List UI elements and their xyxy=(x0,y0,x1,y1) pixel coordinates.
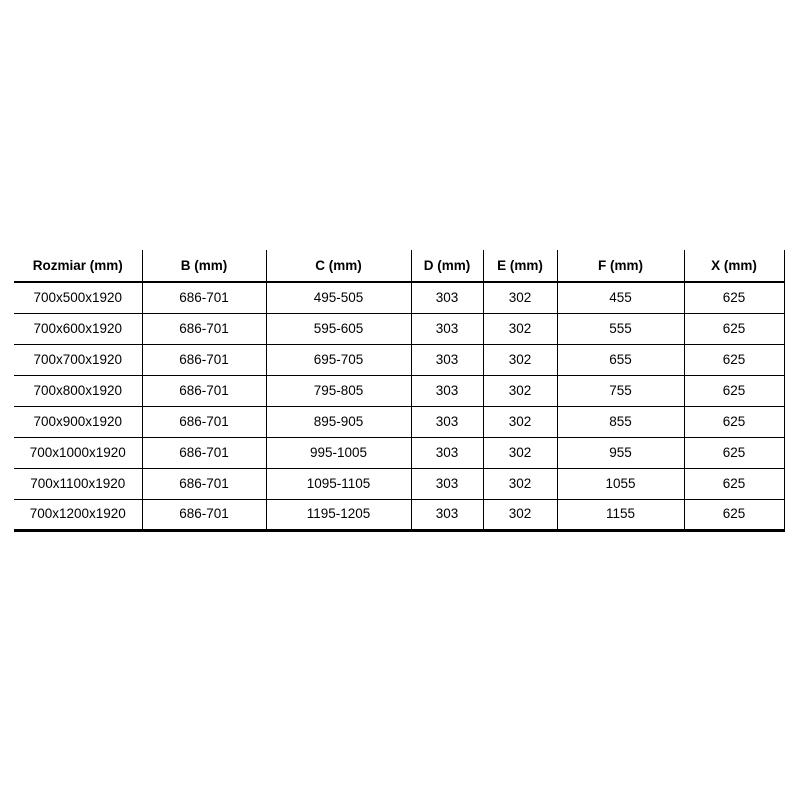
table-cell: 1155 xyxy=(557,499,684,530)
table-cell: 303 xyxy=(411,468,483,499)
table-cell: 700x600x1920 xyxy=(14,313,142,344)
table-cell: 895-905 xyxy=(266,406,411,437)
table-cell: 303 xyxy=(411,344,483,375)
table-cell: 303 xyxy=(411,375,483,406)
table-cell: 625 xyxy=(684,375,784,406)
table-cell: 303 xyxy=(411,313,483,344)
table-row xyxy=(14,313,784,344)
table-cell: 303 xyxy=(411,499,483,530)
table-cell: 1055 xyxy=(557,468,684,499)
table-cell: 303 xyxy=(411,437,483,468)
table-cell: 995-1005 xyxy=(266,437,411,468)
table-cell: 955 xyxy=(557,437,684,468)
table-cell: 625 xyxy=(684,406,784,437)
table-cell: 495-505 xyxy=(266,282,411,313)
table-cell: 686-701 xyxy=(142,499,266,530)
table-cell: 455 xyxy=(557,282,684,313)
table-cell: 302 xyxy=(483,406,557,437)
table-cell: 686-701 xyxy=(142,468,266,499)
table-cell: 302 xyxy=(483,344,557,375)
column-header: Rozmiar (mm) xyxy=(14,250,142,282)
table-cell: 700x900x1920 xyxy=(14,406,142,437)
table-cell: 700x700x1920 xyxy=(14,344,142,375)
table-cell: 700x1200x1920 xyxy=(14,499,142,530)
table-cell: 302 xyxy=(483,375,557,406)
table-cell: 1195-1205 xyxy=(266,499,411,530)
table-cell: 555 xyxy=(557,313,684,344)
table-cell: 302 xyxy=(483,313,557,344)
table-cell: 700x500x1920 xyxy=(14,282,142,313)
table-body xyxy=(14,282,784,530)
table-cell: 795-805 xyxy=(266,375,411,406)
table-cell: 755 xyxy=(557,375,684,406)
table-cell: 625 xyxy=(684,437,784,468)
table-cell: 625 xyxy=(684,282,784,313)
table-cell: 700x1000x1920 xyxy=(14,437,142,468)
table-cell: 655 xyxy=(557,344,684,375)
table-row xyxy=(14,282,784,313)
table-cell: 700x1100x1920 xyxy=(14,468,142,499)
column-header: E (mm) xyxy=(483,250,557,282)
table-cell: 625 xyxy=(684,313,784,344)
column-header: F (mm) xyxy=(557,250,684,282)
table-cell: 686-701 xyxy=(142,375,266,406)
header-row xyxy=(14,250,784,282)
dimensions-table xyxy=(14,250,785,532)
table-cell: 303 xyxy=(411,406,483,437)
column-header: D (mm) xyxy=(411,250,483,282)
table-row xyxy=(14,468,784,499)
table-cell: 302 xyxy=(483,282,557,313)
table-cell: 855 xyxy=(557,406,684,437)
table-cell: 595-605 xyxy=(266,313,411,344)
table-row xyxy=(14,406,784,437)
table-cell: 625 xyxy=(684,468,784,499)
table-cell: 700x800x1920 xyxy=(14,375,142,406)
table-cell: 686-701 xyxy=(142,344,266,375)
table-row xyxy=(14,344,784,375)
table-row xyxy=(14,437,784,468)
table-cell: 686-701 xyxy=(142,313,266,344)
table-cell: 686-701 xyxy=(142,406,266,437)
column-header: B (mm) xyxy=(142,250,266,282)
table-header xyxy=(14,250,784,282)
table-cell: 686-701 xyxy=(142,282,266,313)
column-header: X (mm) xyxy=(684,250,784,282)
table-cell: 695-705 xyxy=(266,344,411,375)
table-cell: 1095-1105 xyxy=(266,468,411,499)
table-cell: 686-701 xyxy=(142,437,266,468)
column-header: C (mm) xyxy=(266,250,411,282)
table-cell: 625 xyxy=(684,344,784,375)
table-cell: 302 xyxy=(483,499,557,530)
table-cell: 302 xyxy=(483,437,557,468)
table-row xyxy=(14,499,784,530)
table-cell: 303 xyxy=(411,282,483,313)
table-cell: 625 xyxy=(684,499,784,530)
table-cell: 302 xyxy=(483,468,557,499)
table-row xyxy=(14,375,784,406)
